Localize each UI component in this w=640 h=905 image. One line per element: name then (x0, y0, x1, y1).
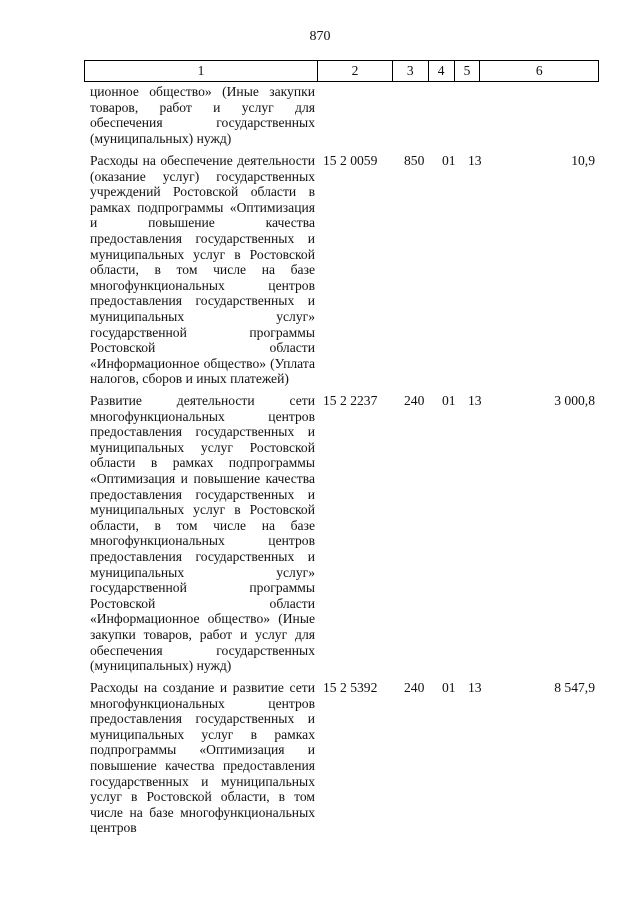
row-description: ционное общество» (Иные закупки товаров, работ и услуг для обеспечения государственных (муниципальных) нужд) (90, 84, 315, 146)
row-expense-type: 240 (404, 680, 425, 695)
row-description: Расходы на создание и развитие сети многофункциональных центров предоставления государственных и муниципальных услуг в рамках подпрограммы «Оптимизация и повышение качества предоставления государственных и муниципальных услуг в Ростовской области, в том числе на базе многофункциональных центров (90, 680, 315, 836)
row-target-code: 15 2 5392 (323, 680, 378, 695)
row-subsection: 13 (468, 153, 482, 168)
header-col-4: 4 (429, 61, 455, 81)
header-col-3: 3 (393, 61, 429, 81)
table-header (84, 60, 599, 82)
header-col-1: 1 (85, 61, 318, 81)
header-col-6: 6 (535, 63, 543, 78)
row-section: 01 (442, 680, 456, 695)
row-subsection: 13 (468, 393, 482, 408)
row-amount: 8 547,9 (554, 680, 595, 695)
header-col-2: 2 (318, 61, 393, 81)
row-target-code: 15 2 0059 (323, 153, 378, 168)
row-section: 01 (442, 393, 456, 408)
header-col-5: 5 (455, 61, 481, 81)
page-number: 870 (309, 29, 331, 44)
row-amount: 10,9 (571, 153, 595, 168)
row-expense-type: 850 (404, 153, 425, 168)
row-description: Развитие деятельности сети многофункциональных центров предоставления государственных и муниципальных услуг Ростовской области в рамках подпрограммы «Оптимизация и повышение качества предоставления государственных и муниципальных услуг в Ростовской области, в том числе на базе многофункциональных центров предоставления государственных и муниципальных услуг» государственной программы Ростовской области «Информационное общество» (Иные закупки товаров, работ и услуг для обеспечения государственных (муниципальных) нужд) (90, 393, 315, 674)
row-amount: 3 000,8 (554, 393, 595, 408)
row-subsection: 13 (468, 680, 482, 695)
row-target-code: 15 2 2237 (323, 393, 378, 408)
row-description: Расходы на обеспечение деятельности (оказание услуг) государственных учреждений Ростовской области в рамках подпрограммы «Оптимизация и повышение качества предоставления государственных и муниципальных услуг в Ростовской области, в том числе на базе многофункциональных центров предоставления государственных и муниципальных услуг» государственной программы Ростовской области «Информационное общество» (Уплата налогов, сборов и иных платежей) (90, 153, 315, 387)
row-section: 01 (442, 153, 456, 168)
row-expense-type: 240 (404, 393, 425, 408)
